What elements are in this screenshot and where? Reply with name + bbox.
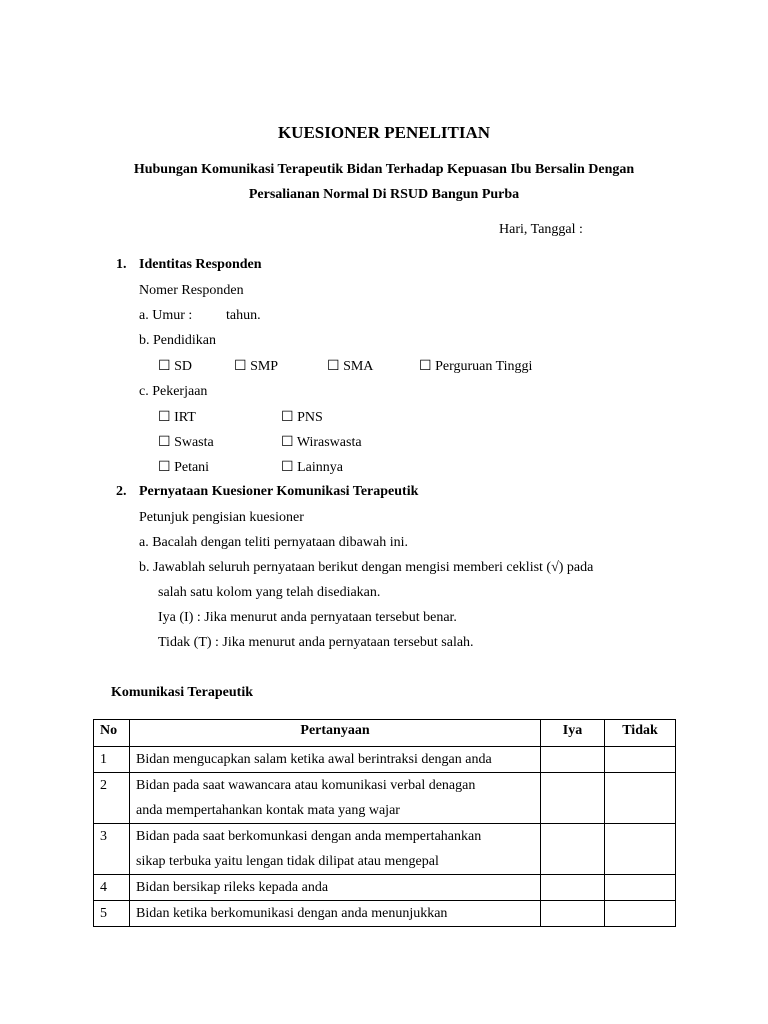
section2-heading: Pernyataan Kuesioner Komunikasi Terapeutik xyxy=(139,484,419,499)
question-text: Bidan pada saat berkomunkasi dengan anda mempertahankan xyxy=(136,829,482,844)
option-label: Perguruan Tinggi xyxy=(435,359,533,374)
answer-cell-iya[interactable] xyxy=(541,875,605,901)
answer-cell-iya[interactable] xyxy=(541,824,605,875)
question-cell xyxy=(130,747,541,773)
answer-cell-tidak[interactable] xyxy=(605,824,676,875)
instruction-b-line2: salah satu kolom yang telah disediakan. xyxy=(158,585,381,600)
checkbox-icon[interactable]: ☐ xyxy=(234,359,247,374)
question-cell xyxy=(130,773,541,824)
respondent-number-label: Nomer Responden xyxy=(139,283,244,298)
occupation-option-pns[interactable] xyxy=(281,409,323,426)
section1-number: 1. xyxy=(116,257,127,272)
date-label: Hari, Tanggal : xyxy=(499,222,583,237)
column-header-no: No xyxy=(94,720,130,747)
checkbox-icon[interactable]: ☐ xyxy=(158,410,171,425)
occupation-option-irt[interactable] xyxy=(158,409,196,426)
question-text: Bidan mengucapkan salam ketika awal berintraksi dengan anda xyxy=(136,752,492,767)
answer-cell-tidak[interactable] xyxy=(605,747,676,773)
option-label: SD xyxy=(174,359,192,374)
option-label: SMA xyxy=(343,359,374,374)
answer-cell-iya[interactable] xyxy=(541,773,605,824)
option-label: SMP xyxy=(250,359,279,374)
education-option-sd[interactable] xyxy=(158,358,192,375)
option-label: Wiraswasta xyxy=(296,435,362,450)
checkbox-icon[interactable]: ☐ xyxy=(281,435,294,450)
table-header-row xyxy=(94,720,676,747)
column-header-pertanyaan: Pertanyaan xyxy=(130,720,541,747)
instructions-title: Petunjuk pengisian kuesioner xyxy=(139,510,304,525)
question-cell xyxy=(130,875,541,901)
section2-number: 2. xyxy=(116,484,127,499)
occupation-label: c. Pekerjaan xyxy=(139,384,208,399)
option-label: Petani xyxy=(174,460,210,475)
table-heading: Komunikasi Terapeutik xyxy=(111,685,253,700)
checkbox-icon[interactable]: ☐ xyxy=(158,460,171,475)
answer-cell-iya[interactable] xyxy=(541,747,605,773)
checkbox-icon[interactable]: ☐ xyxy=(158,359,171,374)
question-text: Bidan pada saat wawancara atau komunikasi verbal denagan xyxy=(136,778,476,793)
checkbox-icon[interactable]: ☐ xyxy=(419,359,432,374)
document-subtitle-line2: Persalianan Normal Di RSUD Bangun Purba xyxy=(248,187,520,202)
row-number: 1 xyxy=(94,747,130,773)
question-text: anda mempertahankan kontak mata yang wajar xyxy=(136,803,400,818)
no-definition: Tidak (T) : Jika menurut anda pernyataan tersebut salah. xyxy=(158,635,474,650)
answer-cell-tidak[interactable] xyxy=(605,901,676,927)
occupation-option-lainnya[interactable] xyxy=(281,459,343,476)
question-text: Bidan bersikap rileks kepada anda xyxy=(136,880,329,895)
education-option-smp[interactable] xyxy=(234,358,278,375)
option-label: IRT xyxy=(174,410,196,425)
table-row xyxy=(94,824,676,875)
option-label: Swasta xyxy=(174,435,214,450)
occupation-option-wiraswasta[interactable] xyxy=(281,434,362,451)
age-unit: tahun. xyxy=(226,308,261,323)
checkbox-icon[interactable]: ☐ xyxy=(327,359,340,374)
checkbox-icon[interactable]: ☐ xyxy=(281,410,294,425)
row-number: 5 xyxy=(94,901,130,927)
checkbox-icon[interactable]: ☐ xyxy=(281,460,294,475)
education-option-perguruan-tinggi[interactable] xyxy=(419,358,532,375)
section1-heading: Identitas Responden xyxy=(139,257,262,272)
answer-cell-iya[interactable] xyxy=(541,901,605,927)
document-title: KUESIONER PENELITIAN xyxy=(277,123,491,142)
option-label: PNS xyxy=(297,410,323,425)
table-row xyxy=(94,773,676,824)
education-label: b. Pendidikan xyxy=(139,333,216,348)
education-option-sma[interactable] xyxy=(327,358,373,375)
row-number: 3 xyxy=(94,824,130,875)
question-text: sikap terbuka yaitu lengan tidak dilipat atau mengepal xyxy=(136,854,439,869)
table-row xyxy=(94,901,676,927)
question-cell xyxy=(130,901,541,927)
age-label: a. Umur : xyxy=(139,308,193,323)
document-subtitle-line1: Hubungan Komunikasi Terapeutik Bidan Terhadap Kepuasan Ibu Bersalin Dengan xyxy=(133,162,635,177)
instruction-a: a. Bacalah dengan teliti pernyataan dibawah ini. xyxy=(139,535,409,550)
questionnaire-table xyxy=(93,719,676,927)
yes-definition: Iya (I) : Jika menurut anda pernyataan tersebut benar. xyxy=(158,610,457,625)
table-row xyxy=(94,875,676,901)
answer-cell-tidak[interactable] xyxy=(605,773,676,824)
option-label: Lainnya xyxy=(297,460,343,475)
occupation-option-petani[interactable] xyxy=(158,459,209,476)
question-text: Bidan ketika berkomunikasi dengan anda menunjukkan xyxy=(136,906,448,921)
instruction-b-line1: b. Jawablah seluruh pernyataan berikut dengan mengisi memberi ceklist (√) pada xyxy=(139,560,594,575)
occupation-option-swasta[interactable] xyxy=(158,434,214,451)
column-header-tidak: Tidak xyxy=(605,720,676,747)
table-row xyxy=(94,747,676,773)
row-number: 2 xyxy=(94,773,130,824)
answer-cell-tidak[interactable] xyxy=(605,875,676,901)
column-header-iya: Iya xyxy=(541,720,605,747)
checkbox-icon[interactable]: ☐ xyxy=(158,435,171,450)
question-cell xyxy=(130,824,541,875)
row-number: 4 xyxy=(94,875,130,901)
